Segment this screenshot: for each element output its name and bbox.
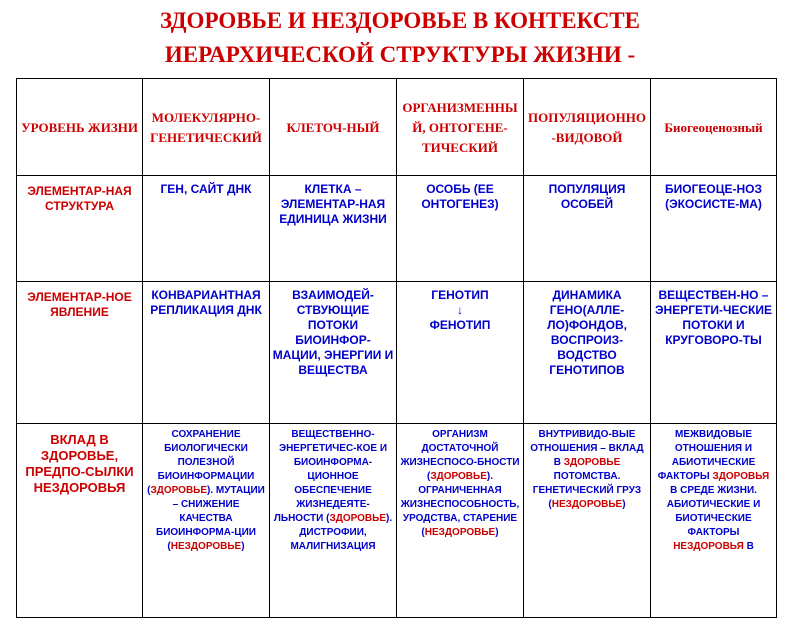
cell-structure-population: ПОПУЛЯЦИЯ ОСОБЕЙ xyxy=(524,176,651,282)
header-organismal: ОРГАНИЗМЕННЫЙ, ОНТОГЕНЕ-ТИЧЕСКИЙ xyxy=(397,79,524,176)
text-part: ОРГАНИЗМ ДОСТАТОЧНОЙ ЖИЗНЕСПОСО-БНОСТИ ( xyxy=(400,429,520,483)
cell-phenomenon-organismal xyxy=(397,281,524,423)
text-part: ПОТОМСТВА. ГЕНЕТИЧЕСКИЙ ГРУЗ ( xyxy=(532,471,642,511)
cell-contribution-biogeocenotic xyxy=(651,424,777,618)
text-part: ). МУТАЦИИ – СНИЖЕНИЕ КАЧЕСТВА БИОИНФОРМА-ЦИИ ( xyxy=(156,485,265,553)
table-row-structure xyxy=(17,176,777,282)
page-title xyxy=(0,4,800,72)
header-biogeocenotic: Биогеоценозный xyxy=(651,79,777,176)
unhealth-word: НЕЗДОРОВЬЕ xyxy=(551,499,623,511)
down-arrow-icon: ↓ xyxy=(457,302,463,317)
row-label-structure: ЭЛЕМЕНТАР-НАЯ СТРУКТУРА xyxy=(17,176,143,282)
header-molecular: МОЛЕКУЛЯРНО-ГЕНЕТИЧЕСКИЙ xyxy=(143,79,270,176)
unhealth-word: НЕЗДОРОВЬЕ xyxy=(170,541,242,553)
health-word: ЗДОРОВЬЕ xyxy=(430,471,487,483)
row-label-phenomenon: ЭЛЕМЕНТАР-НОЕ ЯВЛЕНИЕ xyxy=(17,281,143,423)
cell-structure-biogeocenotic: БИОГЕОЦЕ-НОЗ (ЭКОСИСТЕ-МА) xyxy=(651,176,777,282)
cell-phenomenon-cellular: ВЗАИМОДЕЙ-СТВУЮЩИЕ ПОТОКИ БИОИНФОР-МАЦИИ, ЭНЕРГИИ И ВЕЩЕСТВА xyxy=(270,281,397,423)
cell-contribution-organismal xyxy=(397,424,524,618)
health-word: ЗДОРОВЬЯ xyxy=(712,471,770,483)
cell-contribution-molecular xyxy=(143,424,270,618)
text-part: ВНУТРИВИДО-ВЫЕ ОТНОШЕНИЯ – ВКЛАД В xyxy=(530,429,644,469)
cell-contribution-cellular xyxy=(270,424,397,618)
table-row-phenomenon xyxy=(17,281,777,423)
text-part: СОХРАНЕНИЕ БИОЛОГИЧЕСКИ ПОЛЕЗНОЙ БИОИНФОРМАЦИИ ( xyxy=(147,429,255,497)
table-row-contribution xyxy=(17,424,777,618)
cell-structure-organismal: ОСОБЬ (ЕЕ ОНТОГЕНЕЗ) xyxy=(397,176,524,282)
cell-phenomenon-biogeocenotic: ВЕЩЕСТВЕН-НО – ЭНЕРГЕТИ-ЧЕСКИЕ ПОТОКИ И КРУГОВОРО-ТЫ xyxy=(651,281,777,423)
text-part: МЕЖВИДОВЫЕ ОТНОШЕНИЯ И АБИОТИЧЕСКИЕ ФАКТОРЫ xyxy=(657,429,756,483)
cell-contribution-population xyxy=(524,424,651,618)
text-part: ВЕЩЕСТВЕННО-ЭНЕРГЕТИЧЕС-КОЕ И БИОИНФОРМА-ЦИОННОЕ ОБЕСПЕЧЕНИЕ ЖИЗНЕДЕЯТЕ-ЛЬНОСТИ ( xyxy=(273,429,388,525)
health-word: ЗДОРОВЬЕ xyxy=(563,457,621,469)
text-part: В xyxy=(743,541,754,553)
health-word: ЗДОРОВЬЕ xyxy=(150,485,208,497)
text-part: В СРЕДЕ ЖИЗНИ. АБИОТИЧЕСКИЕ И БИОТИЧЕСКИЕ ФАКТОРЫ xyxy=(666,485,761,539)
text-part: ) xyxy=(495,527,499,539)
header-population: ПОПУЛЯЦИОННО-ВИДОВОЙ xyxy=(524,79,651,176)
text-part: ) xyxy=(241,541,245,553)
title-line-2: ИЕРАРХИЧЕСКОЙ СТРУКТУРЫ ЖИЗНИ - xyxy=(164,42,636,67)
table-header-row xyxy=(17,79,777,176)
phenotype-label: ФЕНОТИП xyxy=(429,317,491,332)
text-part: ). ДИСТРОФИИ, МАЛИГНИЗАЦИЯ xyxy=(290,513,393,553)
cell-phenomenon-population: ДИНАМИКА ГЕНО(АЛЛЕ-ЛО)ФОНДОВ, ВОСПРОИЗ-ВОДСТВО ГЕНОТИПОВ xyxy=(524,281,651,423)
header-cellular: КЛЕТОЧ-НЫЙ xyxy=(270,79,397,176)
cell-structure-molecular: ГЕН, САЙТ ДНК xyxy=(143,176,270,282)
health-word: ЗДОРОВЬЕ xyxy=(329,513,387,525)
cell-phenomenon-molecular: КОНВАРИАНТНАЯ РЕПЛИКАЦИЯ ДНК xyxy=(143,281,270,423)
title-line-1: ЗДОРОВЬЕ И НЕЗДОРОВЬЕ В КОНТЕКСТЕ xyxy=(160,8,640,33)
cell-structure-cellular: КЛЕТКА – ЭЛЕМЕНТАР-НАЯ ЕДИНИЦА ЖИЗНИ xyxy=(270,176,397,282)
unhealth-word: НЕЗДОРОВЬЕ xyxy=(424,527,496,539)
unhealth-word: НЕЗДОРОВЬЯ xyxy=(673,541,744,553)
header-level: УРОВЕНЬ ЖИЗНИ xyxy=(17,79,143,176)
row-label-contribution: ВКЛАД В ЗДОРОВЬЕ, ПРЕДПО-СЫЛКИ НЕЗДОРОВЬЯ xyxy=(17,424,143,618)
text-part: ) xyxy=(622,499,626,511)
text-part: ). ОГРАНИЧЕННАЯ ЖИЗНЕСПОСОБНОСТЬ, УРОДСТВА, СТАРЕНИЕ ( xyxy=(400,471,520,539)
life-levels-table xyxy=(16,78,777,618)
genotype-label: ГЕНОТИП xyxy=(431,287,489,302)
